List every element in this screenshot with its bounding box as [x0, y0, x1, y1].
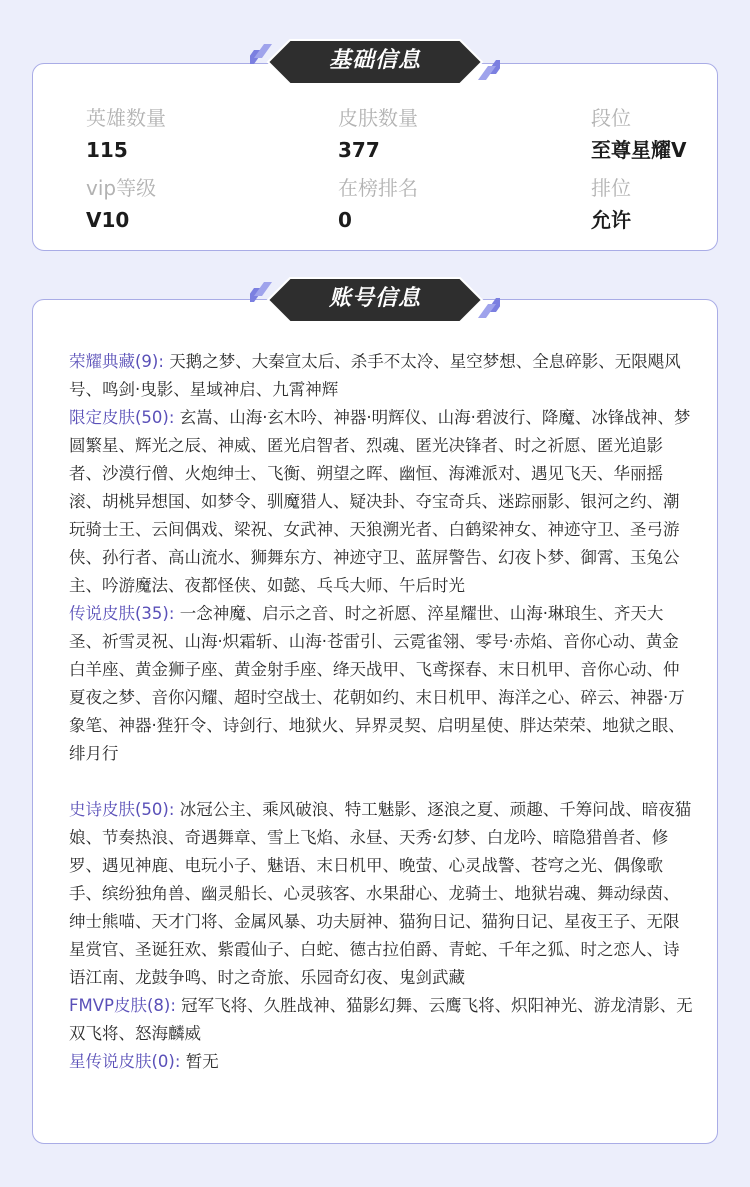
rank-tier-field — [591, 104, 686, 164]
section-content: 暂无 — [185, 1052, 219, 1071]
vip-level-label: vip等级 — [86, 176, 157, 200]
fmvp-skins-section — [69, 992, 693, 1048]
epic-skins-section — [69, 796, 693, 992]
section-title: 传说皮肤(35): — [69, 604, 180, 623]
basic-info-grid — [33, 64, 719, 252]
basic-info-card — [32, 63, 718, 251]
vip-level-value: V10 — [86, 208, 130, 232]
section-content: 冠军飞将、久胜战神、猫影幻舞、云鹰飞将、炽阳神光、游龙清影、无双飞将、怒海麟威 — [69, 996, 693, 1043]
hero-count-label: 英雄数量 — [86, 106, 166, 130]
ranked-play-label: 排位 — [591, 176, 631, 200]
section-title: 星传说皮肤(0): — [69, 1052, 186, 1071]
hero-count-value: 115 — [86, 138, 128, 162]
limited-skins-section — [69, 404, 693, 600]
skin-count-value: 377 — [338, 138, 380, 162]
section-content: 冰冠公主、乘风破浪、特工魅影、逐浪之夏、顽趣、千筹问战、暗夜猫娘、节奏热浪、奇遇舞章、雪上飞焰、永昼、天秀·幻梦、白龙吟、暗隐猎兽者、修罗、遇见神鹿、电玩小子、魅语、末日机甲、晚萤、心灵战警、苍穹之光、偶像歌手、缤纷独角兽、幽灵船长、心灵骇客、水果甜心、龙骑士、地狱岩魂、舞动绿茵、绅士熊喵、天才门将、金属风暴、功夫厨神、猫狗日记、猫狗日记、星夜王子、无限星赏官、圣诞狂欢、紫霞仙子、白蛇、德古拉伯爵、青蛇、千年之狐、时之恋人、诗语江南、龙鼓争鸣、时之奇旅、乐园奇幻夜、鬼剑武藏 — [69, 800, 692, 987]
account-info-card — [32, 299, 718, 1144]
basic-info-title: 基础信息 — [328, 48, 421, 73]
glory-collection-section — [69, 348, 693, 404]
section-title: 限定皮肤(50): — [69, 408, 180, 427]
account-info-title: 账号信息 — [328, 286, 421, 311]
section-content: 一念神魔、启示之音、时之祈愿、淬星耀世、山海·琳琅生、齐天大圣、祈雪灵祝、山海·炽霜斩、山海·苍雷引、云霓雀翎、零号·赤焰、音你心动、黄金白羊座、黄金狮子座、黄金射手座、绛天战甲、飞鸢探春、末日机甲、音你心动、仲夏夜之梦、音你闪耀、超时空战士、花朝如约、末日机甲、海洋之心、碎云、神器·万象笔、神器·狴犴令、诗剑行、地狱火、异界灵契、启明星使、胖达荣荣、地狱之眼、绯月行 — [69, 604, 685, 763]
rank-tier-label: 段位 — [591, 106, 631, 130]
ranked-play-value: 允许 — [591, 208, 631, 232]
section-title: FMVP皮肤(8): — [69, 996, 182, 1015]
section-title: 史诗皮肤(50): — [69, 800, 180, 819]
section-title: 荣耀典藏(9): — [69, 352, 170, 371]
vip-level-field — [86, 174, 156, 234]
account-info-body — [69, 348, 693, 1076]
star-legend-skins-section — [69, 1048, 693, 1076]
skin-count-label: 皮肤数量 — [338, 106, 418, 130]
section-content: 玄嵩、山海·玄木吟、神器·明辉仪、山海·碧波行、降魔、冰锋战神、梦圆繁星、辉光之辰、神威、匿光启智者、烈魂、匿光决锋者、时之祈愿、匿光追影者、沙漠行僧、火炮绅士、飞衡、朔望之晖、幽恒、海滩派对、遇见飞天、华丽摇滚、胡桃异想国、如梦令、驯魔猎人、疑决卦、夺宝奇兵、迷踪丽影、银河之约、潮玩骑士王、云间偶戏、梁祝、女武神、天狼溯光者、白鹤梁神女、神迹守卫、圣弓游侠、孙行者、高山流水、狮舞东方、神迹守卫、蓝屏警告、幻夜卜梦、御霄、玉兔公主、吟游魔法、夜都怪侠、如懿、乓乓大师、午后时光 — [69, 408, 691, 595]
basic-info-banner — [250, 38, 500, 86]
ranked-play-field — [591, 174, 631, 234]
section-content: 天鹅之梦、大秦宣太后、杀手不太冷、星空梦想、全息碎影、无限飓风号、鸣剑·曳影、星域神启、九霄神辉 — [69, 352, 681, 399]
hero-count-field — [86, 104, 166, 164]
account-info-banner — [250, 276, 500, 324]
leaderboard-rank-field — [338, 174, 418, 234]
leaderboard-rank-label: 在榜排名 — [338, 176, 418, 200]
skin-count-field — [338, 104, 418, 164]
legendary-skins-section — [69, 600, 693, 768]
rank-tier-value: 至尊星耀V — [591, 138, 687, 162]
leaderboard-rank-value: 0 — [338, 208, 352, 232]
